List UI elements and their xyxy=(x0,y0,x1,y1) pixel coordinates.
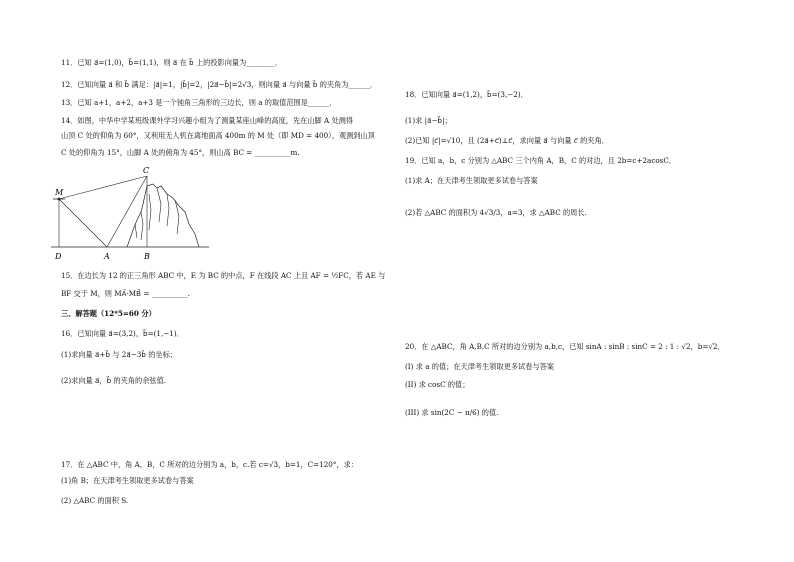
question-18-part-1: (1)求 |a⃗−b⃗|； xyxy=(405,116,452,125)
mountain-ridges xyxy=(135,188,179,240)
mountain-figure xyxy=(49,164,219,264)
question-13: 13．已知 a+1，a+2，a+3 是一个钝角三角形的三边长，则 a 的取值范围是______． xyxy=(61,98,337,107)
question-20-part-3: (III) 求 sin(2C − π/6) 的值. xyxy=(405,408,499,417)
question-14-line-1: 14．如图，中华中学某班级课外学习兴趣小组为了测量某座山峰的高度，先在山脚 A 处测得 xyxy=(61,116,354,125)
question-14-line-2: 山顶 C 处的仰角为 60°，又利用无人机在离地面高 400m 的 M 处（即 MD = 400），观测到山顶 xyxy=(61,131,375,140)
question-17-part-1: (1)角 B；在天津考生领取更多试卷与答案 xyxy=(61,476,194,485)
question-16: 16．已知向量 a⃗=(3,2)，b⃗=(1,−1)． xyxy=(61,329,184,338)
question-19: 19．已知 a，b，c 分别为 △ABC 三个内角 A，B，C 的对边，且 2b=c+2acosC． xyxy=(405,156,677,165)
question-20-part-2: (II) 求 cosC 的值； xyxy=(405,380,470,389)
question-16-part-1: (1)求向量 a⃗+b⃗ 与 2a⃗−3b⃗ 的坐标； xyxy=(61,350,177,359)
question-20-part-1: (I) 求 a 的值；在天津考生领取更多试卷与答案 xyxy=(405,362,554,371)
section-heading-solutions: 三、解答题（12*5=60 分） xyxy=(61,309,156,318)
label-a: A xyxy=(104,252,110,261)
question-20: 20．在 △ABC，角 A,B,C 所对的边分别为 a,b,c，已知 sinA : sinB : sinC = 2 : 1 : √2，b=√2． xyxy=(405,342,725,351)
question-15-line-1: 15．在边长为 12 的正三角形 ABC 中，E 为 BC 的中点，F 在线段 AC 上且 AF = ½FC，若 AE 与 xyxy=(61,271,386,280)
question-15-line-2: BF 交于 M，则 MA⃗·MB⃗ = __________. xyxy=(61,289,190,298)
question-17: 17．在 △ABC 中，角 A，B，C 所对的边分别为 a，b，c.若 c=√3，b=1，C=120°，求： xyxy=(61,460,359,469)
question-18: 18．已知向量 a⃗=(1,2)，b⃗=(3,−2)． xyxy=(405,90,528,99)
segment-mc xyxy=(59,176,147,199)
question-16-part-2: (2)求向量 a⃗，b⃗ 的夹角的余弦值. xyxy=(61,376,167,385)
question-11: 11．已知 a⃗=(1,0)，b⃗=(1,1)，则 a⃗ 在 b⃗ 上的投影向量为________． xyxy=(61,58,283,67)
question-12: 12．已知向量 a⃗ 和 b⃗ 满足：|a⃗|=1，|b⃗|=2，|2a⃗−b⃗|=2√3，则向量 a⃗ 与向量 b⃗ 的夹角为______． xyxy=(61,80,378,89)
question-17-part-2: (2) △ABC 的面积 S. xyxy=(61,496,129,505)
label-b: B xyxy=(144,252,150,261)
question-19-part-1: (1)求 A；在天津考生领取更多试卷与答案 xyxy=(405,176,538,185)
segment-ma xyxy=(59,199,107,247)
question-14-line-3: C 处的仰角为 15°，山脚 A 处的俯角为 45°，则山高 BC = __________m. xyxy=(61,148,300,157)
question-18-part-2: (2)已知 |c⃗|=√10，且 (2a⃗+c⃗)⊥c⃗，求向量 a⃗ 与向量 c⃗ 的夹角． xyxy=(405,136,609,145)
question-19-part-2: (2)若 △ABC 的面积为 4√3/3，a=3，求 △ABC 的周长. xyxy=(405,208,587,217)
label-d: D xyxy=(55,252,62,261)
mountain-outline xyxy=(127,184,199,247)
label-c: C xyxy=(143,166,150,175)
label-m: M xyxy=(55,188,64,197)
